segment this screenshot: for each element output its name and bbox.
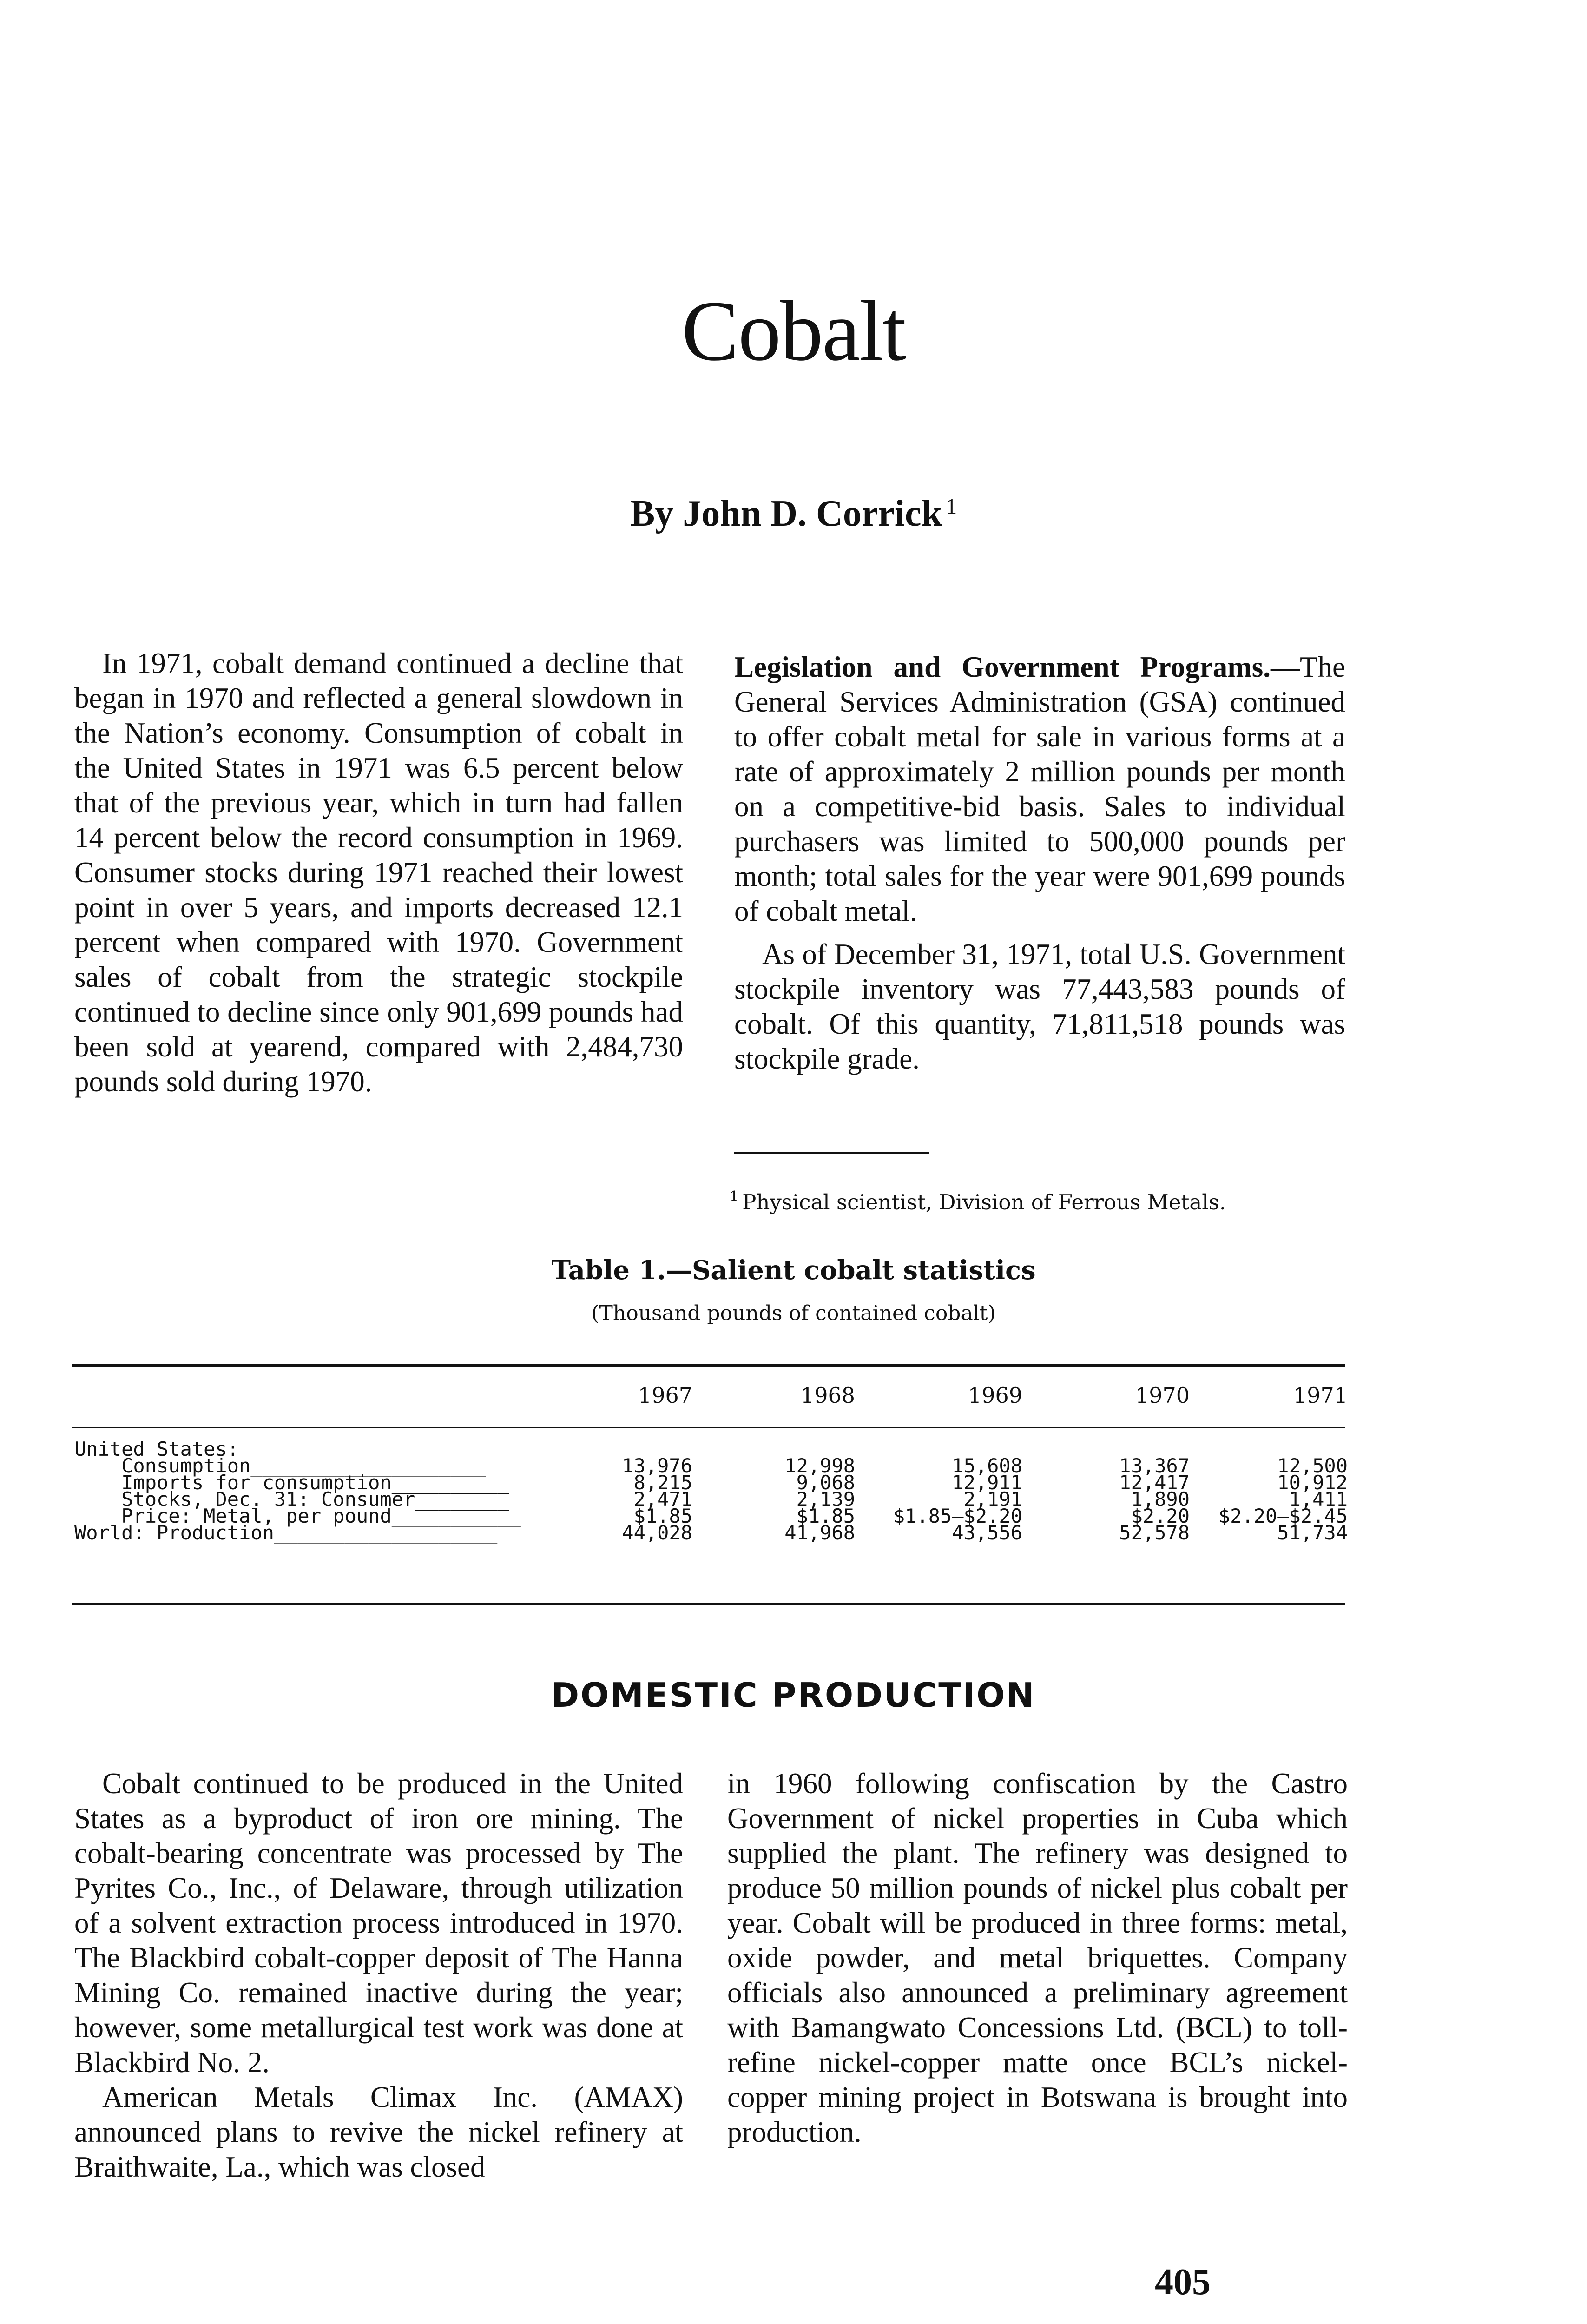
stockpile-paragraph: As of December 31, 1971, total U.S. Government stockpile inventory was 77,443,583 pounds of cobalt. Of this quantity, 71,811,518 pounds was stockpile grade. [734,938,1345,1075]
cell: 2,191 [963,1488,1022,1511]
page-title: Cobalt [681,284,906,379]
cell: 13,976 [622,1454,692,1477]
footnote [730,1183,1348,1216]
row-label: Stocks, Dec. 31: Consumer________ [74,1488,509,1511]
cell: 13,367 [1119,1454,1190,1477]
cell: 44,028 [622,1521,692,1544]
domestic-right-column [727,1766,1348,2150]
cell: 12,500 [1277,1454,1348,1477]
cell: 41,968 [784,1521,855,1544]
author-name: By John D. Corrick [630,493,942,534]
table-header-rule [72,1427,1345,1428]
cell: 12,998 [784,1454,855,1477]
cell: 12,911 [952,1471,1022,1494]
year-header: 1967 [638,1383,692,1408]
cell: $2.20–$2.45 [1218,1505,1348,1527]
cell: 2,139 [796,1488,855,1511]
legislation-text: —The General Services Administration (GSA) continued to offer cobalt metal for sale in various forms at a rate of approximately 2 million pounds per month on a competitive-bid basis. Sales to individual purchasers was limited to 500,000 pounds per month; total sales for the year were 901,699 pounds of cobalt metal. [734,651,1345,927]
cell: 12,417 [1119,1471,1190,1494]
cell: $1.85 [796,1505,855,1527]
refinery-paragraph: in 1960 following confiscation by the Castro Government of nickel properties in Cuba which supplied the plant. The refinery was designed to produce 50 million pounds of nickel plus cobalt per year. Cobalt will be produced in three forms: metal, oxide powder, and metal briquettes. Company officials also announced a preliminary agreement with Bamangwato Concessions Ltd. (BCL) to toll-refine nickel-copper matte once BCL’s nickel-copper mining project in Botswana is brought into production. [727,1767,1348,2148]
domestic-left-column [74,1766,683,2185]
row-label: World: Production___________________ [74,1521,498,1544]
row-label: Price: Metal, per pound___________ [74,1505,521,1527]
cell: 8,215 [633,1471,692,1494]
amax-paragraph: American Metals Climax Inc. (AMAX) announced plans to revive the nickel refinery at Braithwaite, La., which was closed [74,2081,683,2183]
byline [0,495,1587,532]
year-header: 1970 [1135,1383,1190,1408]
legislation-paragraph [734,650,1345,929]
footnote-text: Physical scientist, Division of Ferrous Metals. [742,1190,1226,1215]
table-subtitle: (Thousand pounds of contained cobalt) [591,1301,996,1325]
cell: 15,608 [952,1454,1022,1477]
cell: 10,912 [1277,1471,1348,1494]
footnote-divider [734,1152,929,1154]
table-group-label: United States: [74,1438,239,1460]
row-label: Imports for consumption__________ [74,1471,509,1494]
section-heading: DOMESTIC PRODUCTION [551,1676,1036,1715]
table-top-rule [72,1364,1345,1367]
cell: 2,471 [633,1488,692,1511]
cell: $1.85–$2.20 [893,1505,1022,1527]
cell: 9,068 [796,1471,855,1494]
table-row [0,1521,1587,1544]
intro-paragraph: In 1971, cobalt demand continued a decline that began in 1970 and reflected a general slowdown in the Nation’s economy. Consumption of cobalt in the United States in 1971 was 6.5 percent below that of the previous year, which in turn had fallen 14 percent below the record consumption in 1969. Consumer stocks during 1971 reached their lowest point in over 5 years, and imports decreased 12.1 percent when compared with 1970. Government sales of cobalt from the strategic stockpile continued to decline since only 901,699 pounds had been sold at yearend, compared with 2,484,730 pounds sold during 1970. [74,647,683,1098]
cell: $1.85 [633,1505,692,1527]
row-label: Consumption____________________ [74,1454,486,1477]
intro-left-column [74,646,683,1099]
cell: 52,578 [1119,1521,1190,1544]
footnote-marker: 1 [946,494,957,519]
cell: 51,734 [1277,1521,1348,1544]
year-header: 1968 [800,1383,855,1408]
table-title: Table 1.—Salient cobalt statistics [551,1255,1036,1286]
footnote-number: 1 [730,1188,739,1205]
cell: 43,556 [952,1521,1022,1544]
legislation-heading: Legislation and Government Programs. [734,651,1271,683]
cell: 1,411 [1289,1488,1348,1511]
year-header: 1969 [968,1383,1022,1408]
domestic-paragraph: Cobalt continued to be produced in the United States as a byproduct of iron ore mining. The cobalt-bearing concentrate was processed by The Pyrites Co., Inc., of Delaware, through utilization of a solvent extraction process introduced in 1970. The Blackbird cobalt-copper deposit of The Hanna Mining Co. remained inactive during the year; however, some metallurgical test work was done at Blackbird No. 2. [74,1767,683,2079]
table-body [0,1454,1587,1546]
page-number: 405 [1155,2262,1211,2303]
cell: $2.20 [1131,1505,1190,1527]
table-bottom-rule [72,1603,1345,1605]
cell: 1,890 [1131,1488,1190,1511]
intro-right-column [734,650,1345,1076]
year-header: 1971 [1293,1383,1348,1408]
